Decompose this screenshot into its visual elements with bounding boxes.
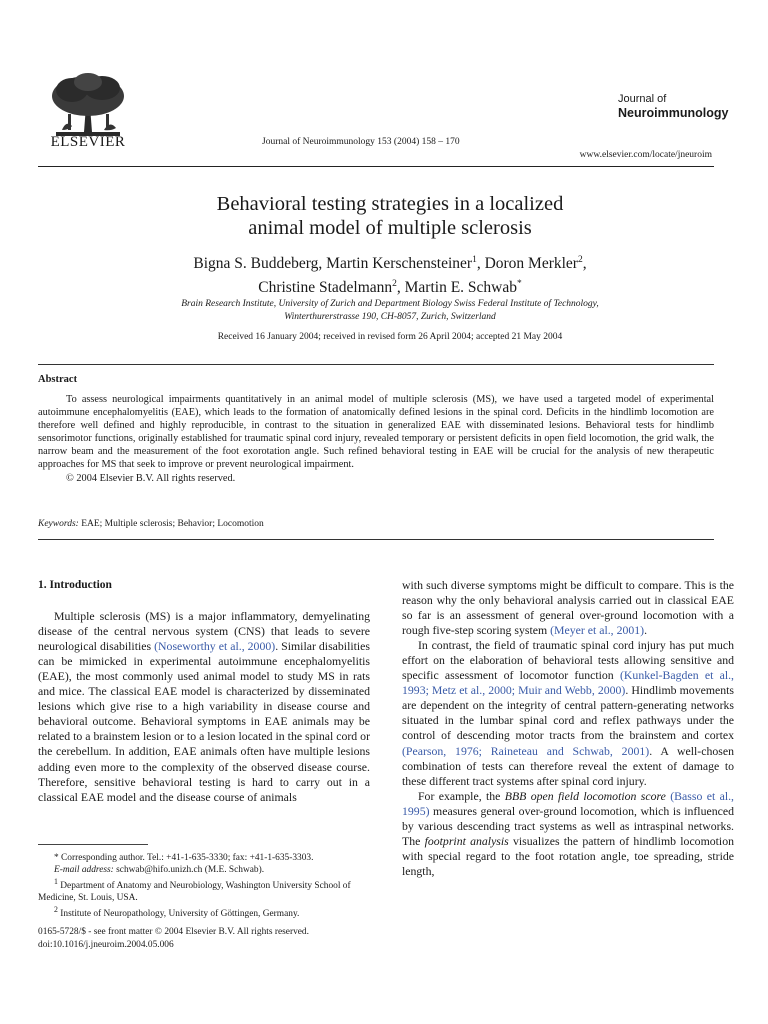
author-footnote-mark[interactable]: 1 — [472, 255, 477, 265]
publisher-name: ELSEVIER — [50, 134, 126, 150]
corresponding-author-note: * Corresponding author. Tel.: +41-1-635-3330; fax: +41-1-635-3303. — [54, 853, 314, 863]
email-note — [38, 864, 370, 876]
citation-link[interactable]: (Meyer et al., 2001) — [550, 623, 645, 638]
title-line-2: animal model of multiple sclerosis — [248, 217, 532, 239]
journal-logo-line1: Journal of — [618, 93, 667, 105]
abstract-bottom-rule — [38, 539, 714, 540]
emphasis-text: BBB open field locomotion score — [504, 788, 666, 803]
keywords-label: Keywords: — [38, 519, 79, 529]
author-name: Bigna S. Buddeberg — [193, 255, 319, 273]
email-address[interactable]: schwab@hifo.unizh.ch (M.E. Schwab). — [116, 865, 265, 875]
body-paragraph: In contrast, the field of traumatic spinal cord injury has put much effort on the elaboration of behavioral tests allowing sensitive and specific assessment of locomotor function (Kunkel-Bagden et al., 1993; Metz et al., 2000; Muir and Webb, 2000). Hindlimb movements are dependent on the integrity of central pattern-generating networks situated in the lumbar spinal cord and reflex pathways under the control of descending motor tracts from the brainstem and cortex (Pearson, 1976; Raineteau and Schwab, 2001). A well-chosen combination of tests can therefore reveal the extent of damage to these different tract systems after spinal cord injury. — [402, 638, 735, 788]
abstract-text: To assess neurological impairments quantitatively in an animal model of multiple sclerosis (MS), we have used a targeted model of experimental autoimmune encephalomyelitis (EAE), which leads to the formation of anatomically defined lesions in the spinal cord. Deficits in the hindlimb locomotion are therefore well defined and highly reproducible, in contrast to the situation in generalized EAE with disseminated lesions. Behavioral tests for hindlimb sensorimotor functions, originally established for traumatic spinal cord injury, revealed temporary or persistent deficits in open field locomotion, the grid walk, the narrow beam and the measurement of the foot exorotation angle. Such refined behavioral testing in EAE will be crucial for the analysis of new therapeutic approaches for MS that seek to improve or prevent neurological impairment. — [38, 394, 714, 471]
footnote-2: $^2$ Institute of Neuropathology, University of Göttingen, Germany. — [54, 905, 300, 920]
article-title — [100, 192, 680, 240]
front-matter — [38, 926, 309, 951]
citation-link[interactable]: (Kunkel-Bagden et al., 1993; Metz et al., 2000; Muir and Webb, 2000) — [402, 668, 735, 698]
author-name: Martin Kerschensteiner — [326, 255, 473, 273]
received-dates: Received 16 January 2004; received in revised form 26 April 2004; accepted 21 May 2004 — [217, 332, 563, 342]
author-footnote-mark[interactable]: 2 — [577, 255, 583, 265]
abstract-body — [38, 393, 714, 485]
author-list: Bigna S. Buddeberg, Martin Kerschensteiner$^1$, Doron Merkler$^2$, Christine Stadelmann$^2$, Martin E. Schwab* — [193, 255, 587, 297]
footnote-divider — [38, 844, 148, 845]
author-name: Martin E. Schwab — [404, 279, 517, 297]
keywords — [38, 519, 264, 529]
author-name: Doron Merkler — [484, 255, 578, 273]
section-heading: 1. Introduction — [38, 579, 112, 591]
title-line-1: Behavioral testing strategies in a localized — [216, 193, 564, 215]
keywords-list: EAE; Multiple sclerosis; Behavior; Locomotion — [81, 519, 264, 529]
abstract-heading: Abstract — [38, 374, 78, 385]
header-divider — [38, 166, 714, 167]
author-name: Christine Stadelmann — [258, 279, 393, 297]
emphasis-text: footprint analysis — [424, 833, 509, 848]
front-matter-line: 0165-5728/$ - see front matter © 2004 Elsevier B.V. All rights reserved. — [38, 927, 309, 937]
body-paragraph: with such diverse symptoms might be difficult to compare. This is the reason why the only behavioral analysis carried out in classical EAE so far is an assessment of general over-ground locomotion with a rough five-step scoring system (Meyer et al., 2001). — [402, 578, 734, 638]
journal-logo — [618, 93, 728, 120]
citation-link[interactable]: (Pearson, 1976; Raineteau and Schwab, 2001) — [402, 743, 650, 758]
citation-link[interactable]: (Basso et al., 1995) — [402, 788, 734, 818]
footnote-1: $^1$ Department of Anatomy and Neurobiology, Washington University School of Medicine, St. Louis, USA. — [38, 877, 351, 904]
email-label: E-mail address: — [54, 865, 114, 875]
footnotes — [38, 852, 370, 920]
author-footnote-mark[interactable]: 2 — [392, 279, 397, 290]
journal-logo-line2: Neuroimmunology — [618, 105, 729, 120]
abstract-copyright: © 2004 Elsevier B.V. All rights reserved. — [66, 472, 236, 484]
abstract-top-rule — [38, 364, 714, 365]
right-column — [402, 578, 734, 879]
author-footnote-mark[interactable]: * — [517, 279, 522, 290]
body-paragraph: For example, the BBB open field locomotion score (Basso et al., 1995) measures general over-ground locomotion, which is influenced by various descending tract systems as well as intraspinal networks. The footprint analysis visualizes the pattern of hindlimb locomotion with special regard to the foot rotation angle, toe spreading, stride length, — [402, 788, 735, 878]
affiliation — [130, 298, 650, 323]
body-paragraph: Multiple sclerosis (MS) is a major inflammatory, demyelinating disease of the central nervous system (CNS) that leads to severe neurological disabilities (Noseworthy et al., 2000). Similar disabilities can be mimicked in experimental autoimmune encephalomyelitis (EAE), the most commonly used animal model to study MS in rats and mice. The classical EAE model is characterized by disseminated lesions which give rise to a high variability in disease course and behavioral outcome. Behavioral symptoms in EAE animals may be related to a brainstem lesion or to a lesion located in the spinal cord or the cerebellum. In addition, EAE animals often have multiple lesions adding even more to the complexity of the observed disease course. Therefore, sensitive behavioral testing is hard to carry out in a classical EAE model and the disease course of animals — [38, 609, 371, 804]
journal-reference: Journal of Neuroimmunology 153 (2004) 158 – 170 — [262, 137, 460, 147]
affiliation-line-1: Brain Research Institute, University of Zurich and Department Biology Swiss Federal Institute of Technology, — [181, 299, 599, 309]
journal-url[interactable]: www.elsevier.com/locate/jneuroim — [579, 150, 712, 160]
affiliation-line-2: Winterthurerstrasse 190, CH-8057, Zurich, Switzerland — [284, 311, 496, 322]
citation-link[interactable]: (Noseworthy et al., 2000) — [154, 639, 276, 654]
left-column — [38, 578, 370, 805]
doi[interactable]: doi:10.1016/j.jneuroim.2004.05.006 — [38, 939, 174, 950]
